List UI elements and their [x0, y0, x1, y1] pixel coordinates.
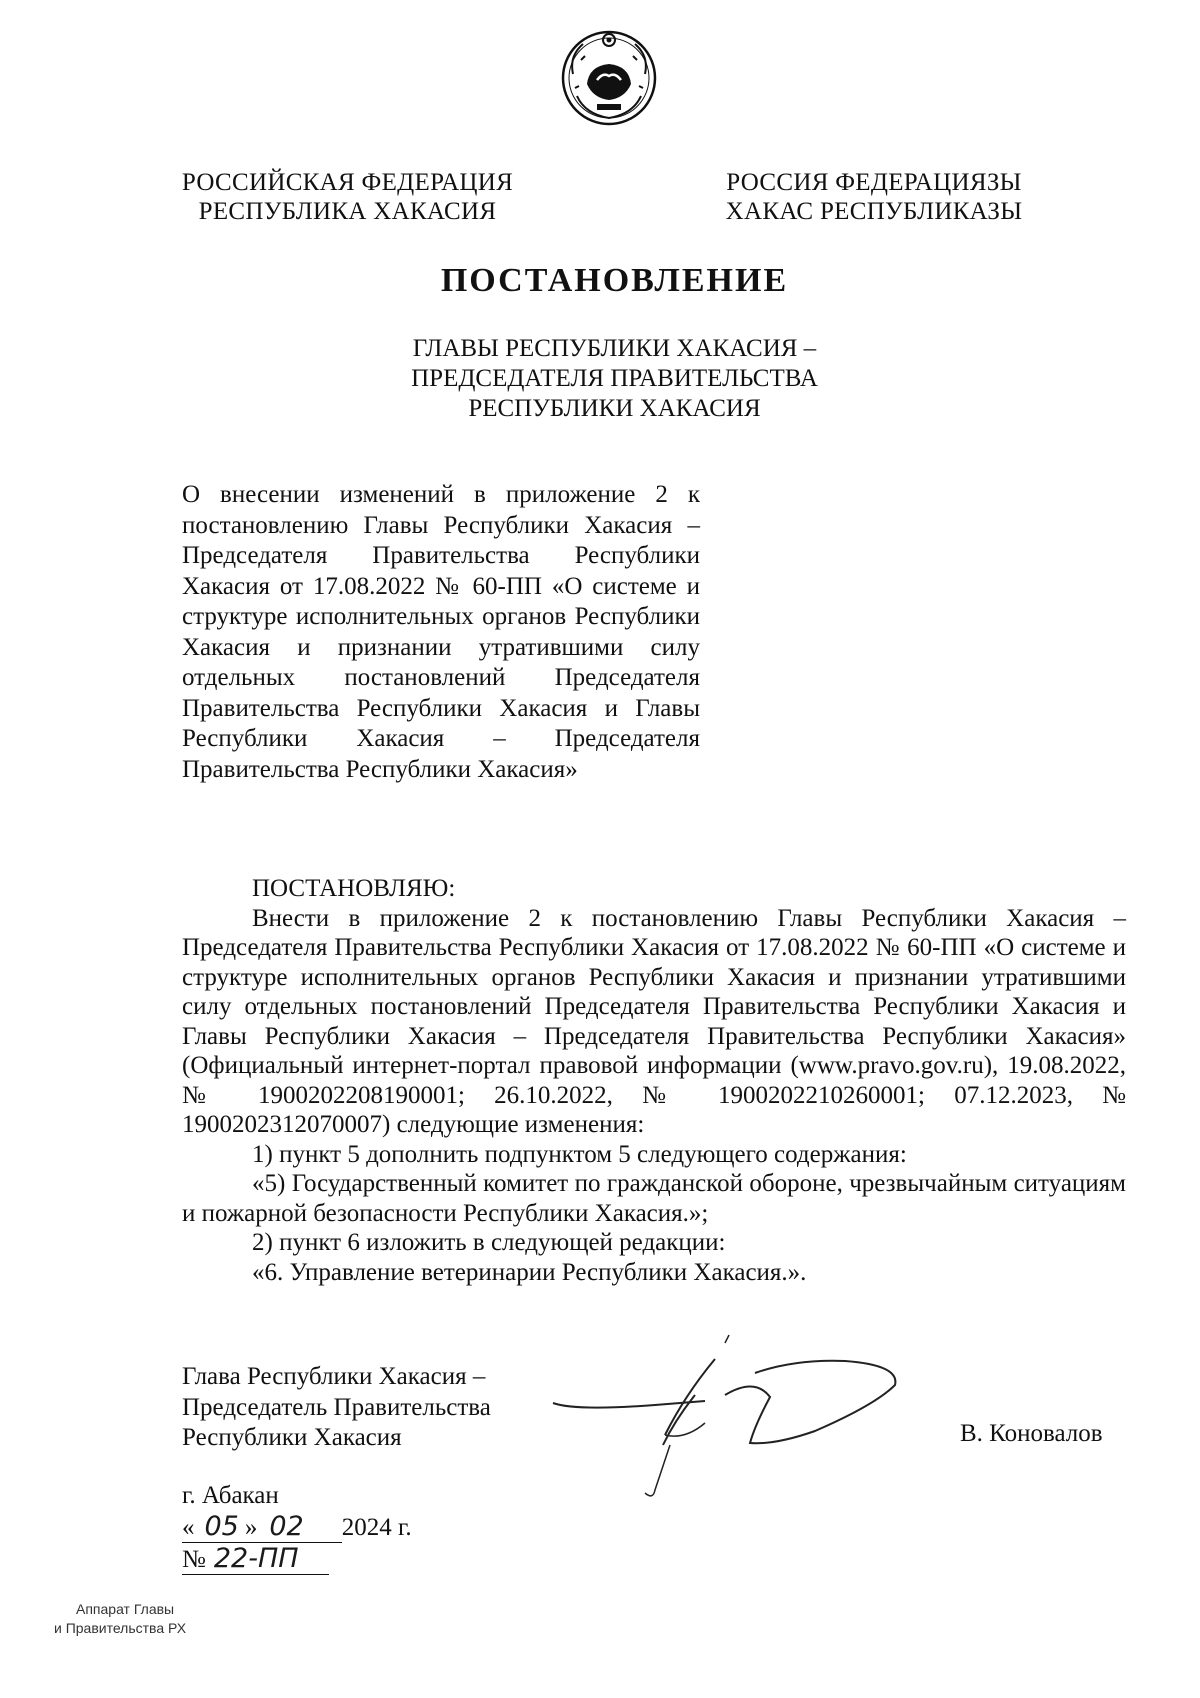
signatory-line2: Председатель Правительства: [182, 1393, 491, 1421]
registration-stamp: [54, 1600, 214, 1638]
amendment-item-1-text: «5) Государственный комитет по гражданской обороне, чрезвычайным ситуациям и пожарной безопасности Республики Хакасия.»;: [182, 1170, 1126, 1227]
date-year: 2024 г.: [341, 1514, 412, 1541]
stamp-line1: Аппарат Главы: [76, 1601, 175, 1617]
stamp-line2: и Правительства РХ: [54, 1620, 187, 1636]
signatory-line3: Республики Хакасия: [182, 1424, 402, 1451]
header-left-line1: РОССИЙСКАЯ ФЕДЕРАЦИЯ: [181, 169, 514, 196]
date-field: [182, 1511, 342, 1543]
number-sign: №: [182, 1546, 206, 1573]
document-number: [182, 1543, 329, 1575]
date-close-quote: »: [244, 1514, 258, 1541]
amendment-item-2-text: «6. Управление ветеринарии Республики Хакасия.».: [252, 1258, 807, 1286]
place-of-issue: г. Абакан: [182, 1482, 279, 1509]
document-body: [182, 874, 1126, 1287]
number-field: [182, 1543, 329, 1575]
date-open-quote: «: [182, 1514, 195, 1541]
date-day: 05: [204, 1511, 239, 1542]
body-paragraph: Внести в приложение 2 к постановлению Главы Республики Хакасия – Председателя Правительства Республики Хакасия от 17.08.2022 № 60-ПП «О системе и структуре исполнительных органов Республики Хакасия и признании утратившими силу отдельных постановлений Председателя Правительства Республики Хакасия и Главы Республики Хакасия – Председателя Правительства Республики Хакасия» (Официальный интернет-портал правовой информации (www.pravo.gov.ru), 19.08.2022, № 1900202208190001; 26.10.2022, № 1900202210260001; 07.12.2023, № 1900202312070007) следующие изменения:: [182, 904, 1126, 1138]
header-right-line2: ХАКАС РЕСПУБЛИКАЗЫ: [725, 198, 1023, 225]
number-value: 22-ПП: [213, 1543, 299, 1574]
date-month: 02: [269, 1511, 304, 1542]
signatory-name: В. Коновалов: [960, 1420, 1103, 1447]
document-date: [182, 1511, 412, 1543]
subtitle-line2: ПРЕДСЕДАТЕЛЯ ПРАВИТЕЛЬСТВА: [411, 365, 818, 392]
header-left: [170, 168, 525, 226]
header-right: [714, 168, 1034, 226]
handwritten-signature: [545, 1325, 920, 1510]
document-subject: О внесении изменений в приложение 2 к постановлению Главы Республики Хакасия – Председателя Правительства Республики Хакасия от 17.08.2022 № 60-ПП «О системе и структуре исполнительных органов Республики Хакасия и признании утратившими силу отдельных постановлений Председателя Правительства Республики Хакасия и Главы Республики Хакасия – Председателя Правительства Республики Хакасия»: [182, 481, 700, 783]
signatory-line1: Глава Республики Хакасия –: [182, 1363, 486, 1390]
order-keyword: ПОСТАНОВЛЯЮ:: [252, 875, 456, 902]
coat-of-arms-icon: [559, 26, 659, 128]
amendment-item-1: 1) пункт 5 дополнить подпунктом 5 следующего содержания:: [252, 1140, 907, 1168]
header-right-line1: РОССИЯ ФЕДЕРАЦИЯЗЫ: [726, 169, 1022, 196]
amendment-item-2: 2) пункт 6 изложить в следующей редакции:: [252, 1229, 726, 1256]
signatory-title: [182, 1362, 542, 1454]
document-subtitle: [0, 334, 1200, 424]
subtitle-line3: РЕСПУБЛИКИ ХАКАСИЯ: [468, 395, 761, 422]
header-left-line2: РЕСПУБЛИКА ХАКАСИЯ: [198, 198, 497, 225]
document-title: ПОСТАНОВЛЕНИЕ: [440, 262, 789, 299]
subtitle-line1: ГЛАВЫ РЕСПУБЛИКИ ХАКАСИЯ –: [412, 335, 817, 362]
